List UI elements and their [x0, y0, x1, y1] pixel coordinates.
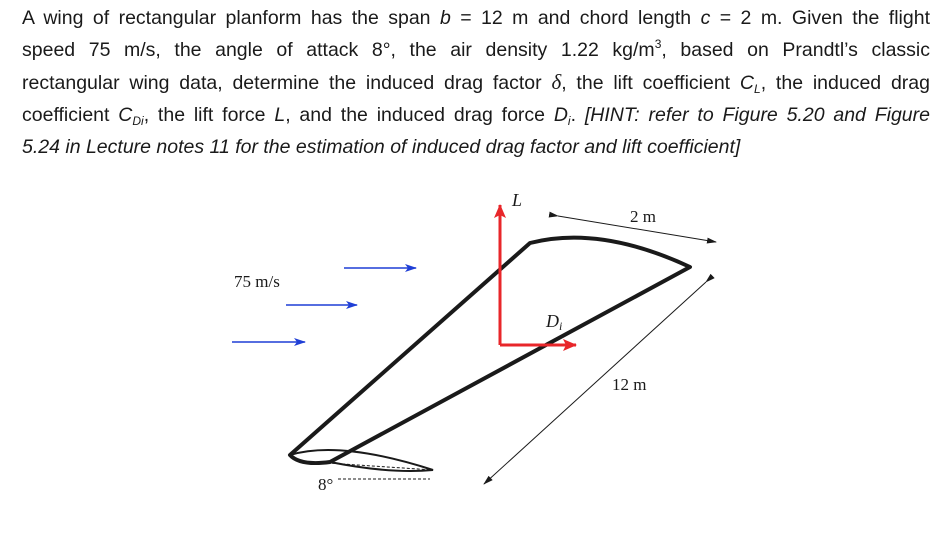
text-run: , the induced drag [760, 72, 930, 94]
drag-symbol: D [553, 104, 568, 126]
chord-symbol: c [700, 7, 711, 29]
span-label: 12 m [612, 375, 647, 394]
span-dimension-line [484, 282, 706, 484]
wing-outline [290, 238, 690, 463]
angle-label: 8° [318, 475, 334, 494]
text-run: = 2 m. Given the flight [710, 7, 930, 29]
chord-label: 2 m [630, 207, 656, 226]
airfoil-section [290, 450, 433, 471]
lift-symbol: L [274, 104, 286, 126]
text-run: , based on Prandtl’s classic [661, 39, 930, 61]
text-run: coefficient [22, 104, 119, 126]
delta-symbol: δ [551, 70, 562, 94]
span-symbol: b [439, 7, 451, 29]
drag-subscript: i [567, 114, 571, 128]
cdi-subscript: Di [132, 114, 144, 128]
hint-text: [HINT: refer to Figure 5.20 and Figure [584, 104, 930, 126]
cl-symbol: C [739, 72, 755, 94]
superscript: 3 [654, 37, 662, 51]
text-run: rectangular wing data, determine the induced drag factor [22, 72, 552, 94]
cdi-symbol: C [118, 104, 133, 126]
text-run: = 12 m and chord length [450, 7, 701, 29]
text-run: , the lift force [143, 104, 275, 126]
hint-text: 5.24 in Lecture notes 11 for the estimation of induced drag factor and lift coefficient] [22, 136, 741, 158]
lift-label: L [512, 190, 523, 210]
induced-drag-label: Di [546, 311, 563, 333]
text-run: , the lift coefficient [561, 72, 740, 94]
text-run: , and the induced drag force [285, 104, 554, 126]
text-run: A wing of rectangular planform has the span [22, 7, 440, 29]
speed-label: 75 m/s [234, 272, 280, 291]
text-run: speed 75 m/s, the angle of attack 8°, the air density 1.22 kg/m [22, 39, 655, 61]
text-run: . [570, 104, 585, 126]
cl-subscript: L [754, 82, 761, 96]
